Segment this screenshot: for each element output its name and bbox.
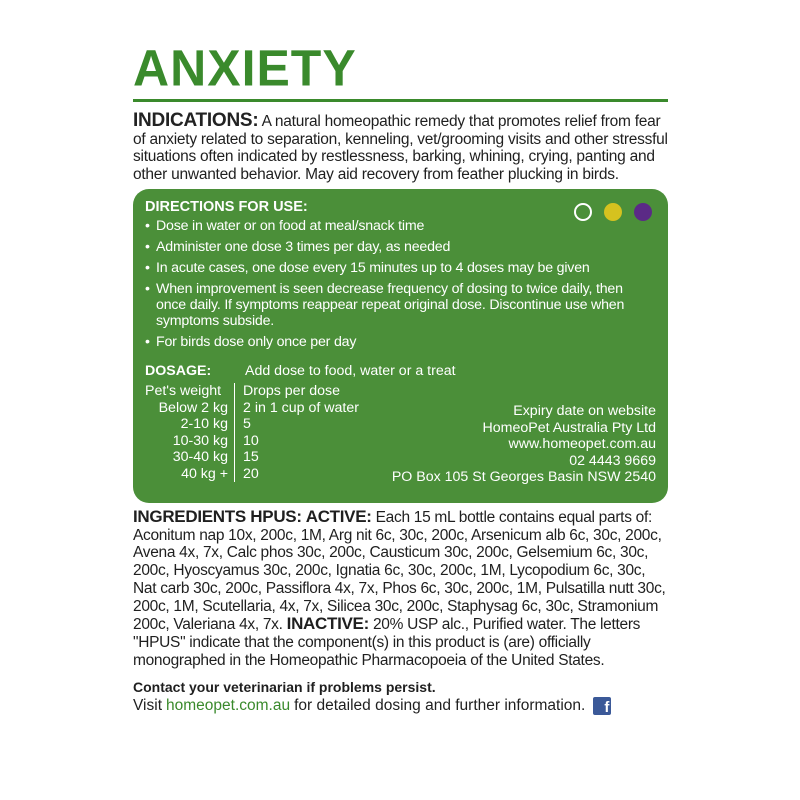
direction-item: • Administer one dose 3 times per day, as needed (145, 239, 656, 255)
visit-prefix: Visit (133, 697, 163, 715)
drops-cell: 5 (243, 416, 251, 432)
direction-item: • Dose in water or on food at meal/snack time (145, 218, 656, 234)
indications-section (133, 112, 668, 183)
inactive-text: 20% USP alc., Purified water. (372, 616, 567, 634)
weight-column (145, 383, 235, 482)
contact-vet-notice: Contact your veterinarian if problems persist. (133, 679, 436, 696)
weight-header: Pet's weight (145, 383, 222, 399)
inactive-label: INACTIVE: (286, 614, 369, 634)
page-title: ANXIETY (133, 39, 357, 97)
dosage-heading: DOSAGE: (145, 363, 212, 379)
website-link[interactable]: homeopet.com.au (166, 697, 291, 715)
expiry-note: Expiry date on website (513, 403, 656, 419)
direction-item: • In acute cases, one dose every 15 minutes up to 4 doses may be given (145, 260, 656, 276)
weight-cell: 2-10 kg (180, 416, 228, 432)
ingredients-heading: INGREDIENTS HPUS: (133, 507, 302, 526)
drops-cell: 15 (243, 449, 259, 465)
drops-header: Drops per dose (243, 383, 340, 399)
facebook-icon[interactable]: f (593, 697, 611, 715)
dosage-note: Add dose to food, water or a treat (245, 363, 456, 379)
drops-cell: 10 (243, 432, 259, 449)
company-address: PO Box 105 St Georges Basin NSW 2540 (391, 469, 656, 485)
company-website: www.homeopet.com.au (508, 436, 656, 452)
directions-heading: DIRECTIONS FOR USE: (145, 199, 308, 215)
product-label (133, 40, 668, 715)
indications-heading: INDICATIONS: (133, 110, 259, 131)
company-info (392, 403, 656, 486)
visit-suffix: for detailed dosing and further information. (294, 697, 586, 715)
direction-item: • When improvement is seen decrease frequency of dosing to twice daily, then once daily. If symptoms reappear repeat original dose. Discontinue use when symptoms subside. (145, 281, 656, 329)
drops-cell: 20 (243, 465, 259, 482)
drops-column (235, 383, 359, 482)
weight-cell: 30-40 kg (172, 449, 228, 465)
drops-cell: 2 in 1 cup of water (243, 399, 359, 416)
company-name: HomeoPet Australia Pty Ltd (482, 419, 656, 436)
indications-text: A natural homeopathic remedy that promotes relief from fear of anxiety related to separation, kenneling, vet/grooming visits and other stressful situations often indicated by restlessness, barking, whining, crying, panting and other unwanted behavior. May aid recovery from feather plucking in birds. (133, 113, 668, 183)
weight-cell: 10-30 kg (172, 432, 228, 449)
title-divider (133, 99, 668, 102)
direction-item: • For birds dose only once per day (145, 334, 656, 350)
ingredients-section (133, 508, 668, 669)
hpus-note: The letters "HPUS" indicate that the component(s) in this product is (are) officially monographed in the Homeopathic Pharmacopoeia of the United States. (133, 616, 641, 669)
directions-list (145, 218, 656, 350)
active-text: Each 15 mL bottle contains equal parts of: Aconitum nap 10x, 200c, 1M, Arg nit 6c, 30c, 200c, Arsenicum alb 6c, 30c, 200c, Avena 4x, 7x, Calc phos 30c, 200c, Causticum 30c, 200c, Gelsemium 6c, 30c, 200c, Hyoscyamus 30c, 200c, Ignatia 6c, 30c, 200c, 1M, Lycopodium 6c, 30c, Nat carb 30c, 200c, Passiflora 4x, 7x, Phos 6c, 30c, 200c, 1M, Pulsatilla nutt 30c, 200c, 1M, Scutellaria, 4x, 7x, Silicea 30c, 200c, Staphysag 6c, 30c, Stramonium 200c, Valeriana 4x, 7x. (133, 509, 666, 634)
active-label: ACTIVE: (305, 507, 372, 526)
visit-line (133, 697, 668, 715)
weight-cell: 40 kg + (181, 465, 228, 482)
directions-panel (133, 189, 668, 503)
dosage-section (145, 363, 656, 485)
company-phone: 02 4443 9669 (569, 452, 656, 469)
weight-cell: Below 2 kg (158, 399, 228, 416)
